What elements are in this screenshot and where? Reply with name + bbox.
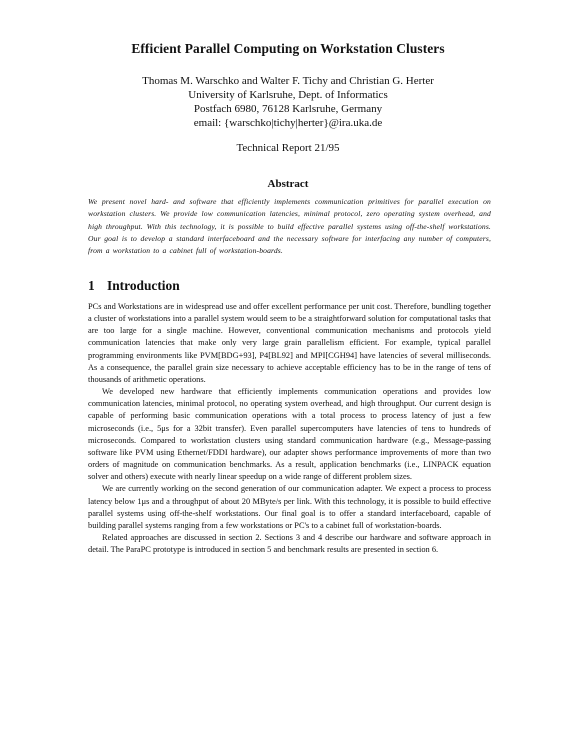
- section-heading: [88, 278, 180, 294]
- affiliation: University of Karlsruhe, Dept. of Informatics: [188, 89, 388, 101]
- abstract-text: We present novel hard- and software that efficiently implements communication primitives for parallel execution on workstation clusters. We provide low communication latencies, minimal protocol, zero operating system overhead, and high throughput. With this technology, it is possible to build effective parallel systems using off-the-shelf workstations. Our goal is to develop a standard interfaceboard and the necessary software for interfacing any number of computers, from a workstation to a cabinet full of workstation-boards.: [88, 197, 491, 256]
- paper-title: Efficient Parallel Computing on Workstation Clusters: [131, 41, 445, 56]
- section-title: Introduction: [107, 278, 180, 293]
- paragraph: We are currently working on the second generation of our communication adapter. We expect a process to process latency below 1μs and a throughput of about 20 MByte/s per link. With this technology, it is possible to build effective parallel systems using off-the-shelf workstations. Our final goal is to offer a standard interfaceboard, capable of building parallel systems ranging from a few workstations or PC's to a cabinet full of workstation-boards.: [88, 484, 491, 530]
- email-address: email: {warschko|tichy|herter}@ira.uka.de: [193, 117, 383, 129]
- paragraph: We developed new hardware that efficiently implements communication operations and provides low communication latencies, minimal protocol, no operating system overhead, and high throughput. Our current design is capable of performing basic communication operations with a total process to process latency of just a few microseconds (i.e., 5μs for a 32bit transfer). Even parallel supercomputers have latencies of tens to hundreds of microseconds. Compared to workstation clusters using standard communication hardware (e.g., Message-passing software like PVM using Ethernet/FDDI hardware), our adapter shows performance improvements of more than two orders of magnitude on communication benchmarks. As a result, application benchmarks (i.e., LINPACK equation solver and others) execute with nearly linear speedup on a wide range of different problem sizes.: [88, 387, 491, 482]
- postal-address: Postfach 6980, 76128 Karlsruhe, Germany: [193, 103, 383, 115]
- paragraph: PCs and Workstations are in widespread use and offer excellent performance per unit cost. Therefore, bundling together a cluster of workstations into a parallel system would seem to be a straightforward solution for computational tasks that are too large for a single machine. However, conventional communication mechanisms and protocols yield communication latencies that make only very large grain parallelism efficient. For example, typical parallel programming environments like PVM[BDG+93], P4[BL92] and MPI[CGH94] have latencies of several milliseconds. As a consequence, the parallel grain size necessary to achieve acceptable efficiency has to be in the range of tens of thousands of arithmetic operations.: [88, 302, 491, 384]
- body-text: [88, 301, 491, 556]
- abstract-heading: Abstract: [267, 178, 309, 190]
- report-number: Technical Report 21/95: [236, 142, 340, 154]
- paragraph: Related approaches are discussed in section 2. Sections 3 and 4 describe our hardware and software approach in detail. The ParaPC prototype is introduced in section 5 and benchmark results are presented in section 6.: [88, 532, 491, 555]
- authors: Thomas M. Warschko and Walter F. Tichy and Christian G. Herter: [142, 75, 434, 87]
- section-number: 1: [88, 278, 95, 293]
